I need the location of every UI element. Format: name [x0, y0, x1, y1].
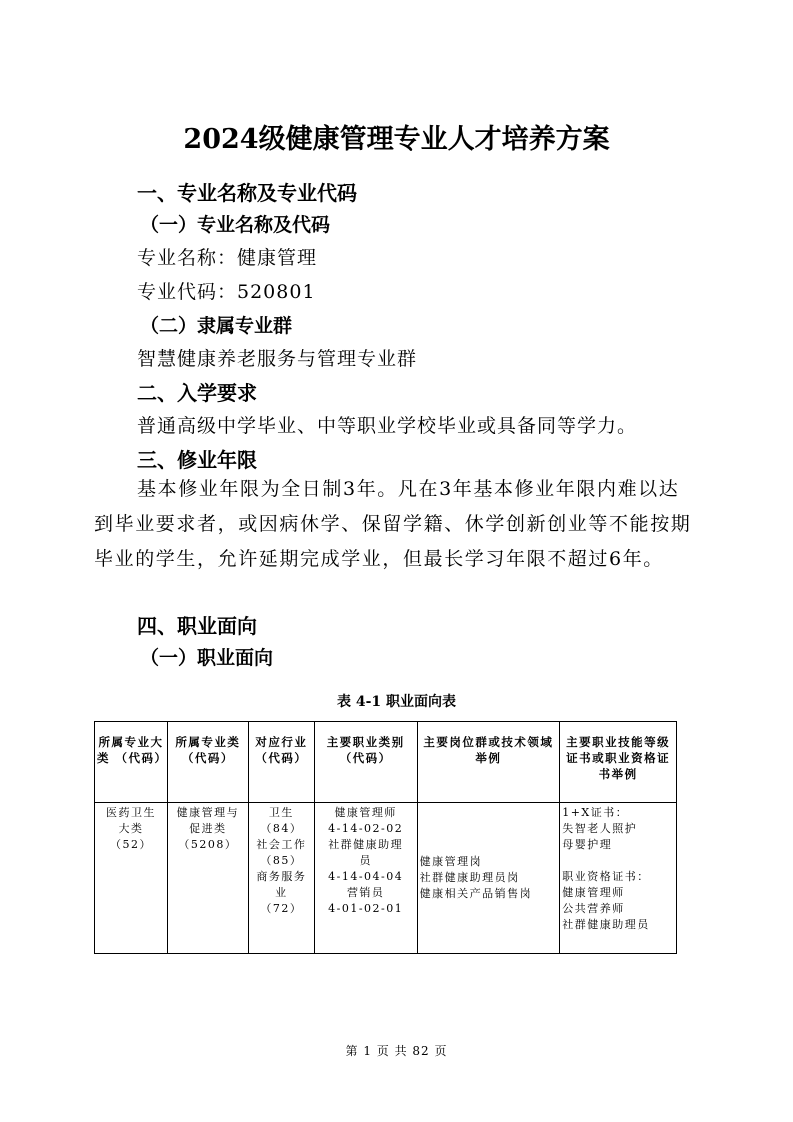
- cell-positions: [417, 803, 560, 954]
- section-3-heading: 三、修业年限: [137, 448, 257, 472]
- table-header-row: [95, 722, 677, 803]
- major-name-line: 专业名称：健康管理: [137, 247, 318, 269]
- header-cell: 主要岗位群或技术领域举例: [417, 722, 560, 803]
- cell-certificates: [560, 803, 677, 954]
- cell-line: 社群健康助理员岗: [419, 871, 520, 884]
- cell-line: 母婴护理: [562, 838, 613, 851]
- cell-line: （84）: [260, 822, 303, 835]
- cell-major-category: [95, 803, 168, 954]
- cell-line: 商务服务: [256, 870, 307, 883]
- cell-line: （72）: [260, 902, 303, 915]
- cell-occupation: [314, 803, 417, 954]
- cell-line: （85）: [260, 854, 303, 867]
- admission-text: 普通高级中学毕业、中等职业学校毕业或具备同等学力。: [137, 415, 638, 437]
- cell-line: 大类: [118, 822, 144, 835]
- career-orientation-table: [94, 721, 677, 954]
- cell-line: 4-14-02-02: [328, 822, 404, 835]
- cell-line: 健康相关产品销售岗: [419, 887, 533, 900]
- study-length-paragraph: 基本修业年限为全日制3年。凡在3年基本修业年限内难以达到毕业要求者，或因病休学、保留学籍、休学创新创业等不能按期毕业的学生，允许延期完成学业，但最长学习年限不超过6年。: [94, 478, 692, 570]
- cell-line: 4-01-02-01: [328, 902, 404, 915]
- cell-line: 营销员: [346, 886, 385, 899]
- header-cell: 所属专业大类 （代码）: [95, 722, 168, 803]
- page-footer: 第 1 页 共 82 页: [345, 1044, 448, 1058]
- cell-line: 医药卫生: [105, 806, 156, 819]
- cell-line: 社群健康助理员: [562, 918, 650, 931]
- cell-line: 1+X证书：: [562, 806, 629, 819]
- cell-major-class: [167, 803, 248, 954]
- table-row: [95, 803, 677, 954]
- section-4-heading: 四、职业面向: [137, 614, 257, 638]
- section-1-heading: 一、专业名称及专业代码: [137, 181, 357, 205]
- page-title: 2024级健康管理专业人才培养方案: [183, 124, 610, 155]
- cell-line: 社会工作: [256, 838, 307, 851]
- cell-line: （5208）: [178, 838, 238, 851]
- cell-line: 健康管理岗: [419, 855, 483, 868]
- cell-line: 业: [275, 886, 288, 899]
- header-cell: 主要职业类别（代码）: [314, 722, 417, 803]
- major-code-line: 专业代码：520801: [137, 281, 316, 303]
- cell-line: 员: [359, 854, 372, 867]
- cell-line: 职业资格证书：: [562, 870, 650, 883]
- header-cell: 所属专业类（代码）: [167, 722, 248, 803]
- cell-line: 社群健康助理: [328, 838, 404, 851]
- major-group-line: 智慧健康养老服务与管理专业群: [137, 348, 418, 370]
- table-caption: 表 4-1 职业面向表: [336, 694, 457, 710]
- section-4-1-heading: （一）职业面向: [140, 647, 274, 669]
- section-1-1-heading: （一）专业名称及代码: [140, 214, 331, 236]
- cell-line: 健康管理师: [334, 806, 397, 819]
- header-cell: 对应行业（代码）: [248, 722, 314, 803]
- cell-industry: [248, 803, 314, 954]
- cell-line: 促进类: [189, 822, 227, 835]
- cell-line: 卫生: [268, 806, 294, 819]
- section-1-2-heading: （二）隶属专业群: [140, 315, 293, 337]
- cell-line: （52）: [109, 838, 152, 851]
- cell-line: [562, 853, 674, 869]
- cell-line: 4-14-04-04: [328, 870, 404, 883]
- header-cell: 主要职业技能等级证书或职业资格证书举例: [560, 722, 677, 803]
- cell-line: 健康管理师: [562, 886, 625, 899]
- cell-line: 公共营养师: [562, 902, 625, 915]
- cell-line: 健康管理与: [176, 806, 240, 819]
- cell-line: 失智老人照护: [562, 822, 638, 835]
- section-2-heading: 二、入学要求: [137, 381, 257, 405]
